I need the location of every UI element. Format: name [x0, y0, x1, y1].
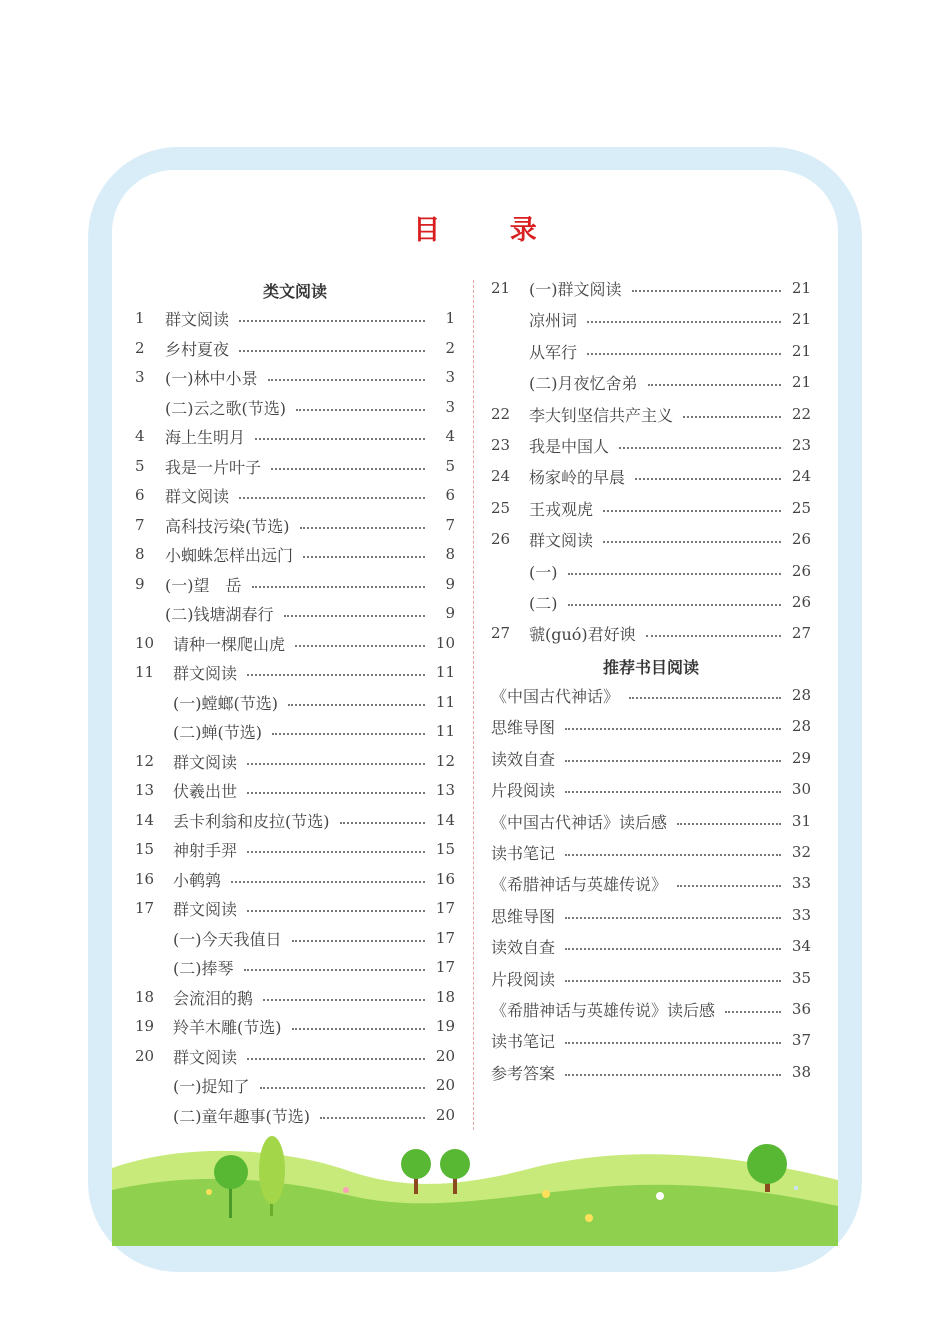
toc-entry[interactable]	[135, 867, 455, 891]
entry-title: 丢卡利翁和皮拉(节选)	[173, 811, 330, 831]
entry-page: 28	[791, 717, 811, 735]
dot-leader	[565, 1042, 781, 1044]
entry-page: 10	[435, 634, 455, 652]
entry-page: 22	[791, 405, 811, 423]
toc-entry[interactable]	[135, 719, 455, 743]
entry-title: (二)钱塘湖春行	[165, 604, 274, 624]
dot-leader	[320, 1117, 425, 1119]
dot-leader	[239, 497, 425, 499]
toc-entry[interactable]	[135, 690, 455, 714]
entry-title: 读书笔记	[491, 843, 556, 863]
entry-number: 27	[491, 624, 511, 642]
entry-page: 21	[791, 310, 811, 328]
toc-entry[interactable]	[135, 601, 455, 625]
toc-entry[interactable]	[135, 837, 455, 861]
entry-number: 14	[135, 811, 155, 829]
toc-entry[interactable]	[491, 871, 811, 895]
entry-title: 高科技污染(节选)	[165, 516, 290, 536]
dot-leader	[619, 447, 781, 449]
entry-page: 13	[435, 781, 455, 799]
dot-leader	[292, 940, 426, 942]
entry-title: 群文阅读	[165, 486, 230, 506]
entry-page: 21	[791, 279, 811, 297]
entry-title: 读效自查	[491, 749, 556, 769]
dot-leader	[565, 948, 781, 950]
toc-entry[interactable]	[135, 483, 455, 507]
entry-page: 12	[435, 752, 455, 770]
entry-page: 9	[445, 604, 455, 622]
entry-page: 32	[791, 843, 811, 861]
entry-number: 16	[135, 870, 155, 888]
entry-title: 读书笔记	[491, 1031, 556, 1051]
entry-page: 33	[791, 906, 811, 924]
entry-page: 8	[445, 545, 455, 563]
entry-page: 31	[791, 812, 811, 830]
entry-page: 1	[445, 309, 455, 327]
dot-leader	[247, 910, 425, 912]
entry-page: 19	[435, 1017, 455, 1035]
dot-leader	[683, 416, 781, 418]
entry-title: (二)月夜忆舍弟	[529, 373, 638, 393]
entry-number: 10	[135, 634, 155, 652]
dot-leader	[292, 1028, 426, 1030]
toc-entry[interactable]	[135, 631, 455, 655]
entry-number: 26	[491, 530, 511, 548]
entry-number: 19	[135, 1017, 155, 1035]
dot-leader	[632, 290, 782, 292]
entry-page: 20	[435, 1076, 455, 1094]
dot-leader	[231, 881, 425, 883]
entry-title: 王戎观虎	[529, 499, 594, 519]
toc-entry[interactable]	[491, 997, 811, 1021]
dot-leader	[677, 885, 781, 887]
toc-entry[interactable]	[491, 714, 811, 738]
entry-title: (二)蝉(节选)	[173, 722, 262, 742]
toc-entry[interactable]	[135, 749, 455, 773]
entry-title: 群文阅读	[165, 309, 230, 329]
entry-title: (一)螳螂(节选)	[173, 693, 278, 713]
entry-page: 20	[435, 1047, 455, 1065]
entry-title: 群文阅读	[529, 530, 594, 550]
dot-leader	[677, 823, 781, 825]
entry-page: 33	[791, 874, 811, 892]
entry-page: 30	[791, 780, 811, 798]
entry-number: 1	[135, 309, 145, 327]
flower-icon	[585, 1214, 593, 1222]
entry-page: 18	[435, 988, 455, 1006]
entry-title: 乡村夏夜	[165, 339, 230, 359]
entry-title: 《希腊神话与英雄传说》读后感	[491, 1000, 716, 1020]
toc-entry[interactable]	[491, 559, 811, 583]
dot-leader	[260, 1087, 426, 1089]
entry-page: 23	[791, 436, 811, 454]
dot-leader	[247, 763, 425, 765]
dot-leader	[244, 969, 426, 971]
dot-leader	[603, 541, 781, 543]
entry-page: 5	[445, 457, 455, 475]
entry-page: 9	[445, 575, 455, 593]
flower-icon	[794, 1186, 798, 1190]
flower-icon	[656, 1192, 664, 1200]
toc-entry[interactable]	[135, 395, 455, 419]
toc-entry[interactable]	[491, 370, 811, 394]
entry-title: (一)望 岳	[165, 575, 242, 595]
entry-title: 《中国古代神话》	[491, 686, 620, 706]
entry-page: 11	[435, 663, 455, 681]
entry-page: 26	[791, 593, 811, 611]
entry-page: 7	[445, 516, 455, 534]
toc-entry[interactable]	[491, 1028, 811, 1052]
entry-page: 34	[791, 937, 811, 955]
dot-leader	[247, 792, 425, 794]
toc-entry[interactable]	[135, 778, 455, 802]
entry-title: 羚羊木雕(节选)	[173, 1017, 282, 1037]
entry-title: 《希腊神话与英雄传说》	[491, 874, 668, 894]
entry-number: 4	[135, 427, 145, 445]
entry-title: 读效自查	[491, 937, 556, 957]
landscape-illustration	[112, 1120, 838, 1246]
entry-number: 25	[491, 499, 511, 517]
entry-number: 13	[135, 781, 155, 799]
entry-page: 38	[791, 1063, 811, 1081]
dot-leader	[725, 1011, 781, 1013]
dot-leader	[288, 704, 425, 706]
entry-number: 2	[135, 339, 145, 357]
dot-leader	[303, 556, 425, 558]
dot-leader	[247, 674, 425, 676]
toc-entry[interactable]	[135, 896, 455, 920]
dot-leader	[247, 851, 425, 853]
entry-title: 神射手羿	[173, 840, 238, 860]
dot-leader	[648, 384, 782, 386]
page-title: 目 录	[413, 215, 567, 246]
dot-leader	[239, 320, 425, 322]
column-divider	[473, 280, 474, 1130]
dot-leader	[629, 697, 781, 699]
section-title-left: 类文阅读	[262, 282, 327, 301]
entry-page: 24	[791, 467, 811, 485]
entry-title: 凉州词	[529, 310, 578, 330]
entry-title: 会流泪的鹅	[173, 988, 254, 1008]
entry-title: 思维导图	[491, 717, 556, 737]
entry-page: 11	[435, 722, 455, 740]
dot-leader	[587, 321, 781, 323]
entry-title: 杨家岭的早晨	[529, 467, 626, 487]
entry-page: 21	[791, 373, 811, 391]
entry-number: 11	[135, 663, 155, 681]
entry-title: 我是一片叶子	[165, 457, 262, 477]
entry-title: (一)今天我值日	[173, 929, 282, 949]
dot-leader	[272, 733, 425, 735]
entry-number: 24	[491, 467, 511, 485]
toc-entry[interactable]	[135, 1014, 455, 1038]
toc-entry[interactable]	[491, 840, 811, 864]
toc-entry[interactable]	[491, 590, 811, 614]
entry-number: 3	[135, 368, 145, 386]
dot-leader	[268, 379, 426, 381]
toc-entry[interactable]	[135, 926, 455, 950]
dot-leader	[300, 527, 426, 529]
toc-entry[interactable]	[491, 527, 811, 551]
entry-title: (一)	[529, 562, 558, 582]
entry-page: 26	[791, 562, 811, 580]
entry-title: 请种一棵爬山虎	[173, 634, 286, 654]
entry-page: 26	[791, 530, 811, 548]
entry-page: 16	[435, 870, 455, 888]
entry-number: 7	[135, 516, 145, 534]
entry-title: 从军行	[529, 342, 578, 362]
entry-title: (一)捉知了	[173, 1076, 250, 1096]
dot-leader	[565, 917, 781, 919]
entry-title: 群文阅读	[173, 899, 238, 919]
entry-title: 《中国古代神话》读后感	[491, 812, 668, 832]
toc-entry[interactable]	[135, 808, 455, 832]
toc-entry[interactable]	[491, 777, 811, 801]
entry-title: 参考答案	[491, 1063, 556, 1083]
entry-title: 小蜘蛛怎样出远门	[165, 545, 294, 565]
entry-title: (二)捧琴	[173, 958, 234, 978]
dot-leader	[252, 586, 426, 588]
entry-number: 12	[135, 752, 155, 770]
toc-entry[interactable]	[135, 955, 455, 979]
dot-leader	[565, 854, 781, 856]
flower-icon	[206, 1189, 212, 1195]
dot-leader	[565, 791, 781, 793]
toc-entry[interactable]	[491, 934, 811, 958]
entry-title: 伏羲出世	[173, 781, 238, 801]
dot-leader	[646, 635, 781, 637]
entry-number: 23	[491, 436, 511, 454]
toc-entry[interactable]	[135, 542, 455, 566]
entry-number: 9	[135, 575, 145, 593]
entry-page: 25	[791, 499, 811, 517]
entry-title: 思维导图	[491, 906, 556, 926]
entry-number: 15	[135, 840, 155, 858]
toc-entry[interactable]	[491, 746, 811, 770]
toc-entry[interactable]	[135, 660, 455, 684]
dot-leader	[568, 573, 782, 575]
entry-page: 15	[435, 840, 455, 858]
entry-page: 3	[445, 368, 455, 386]
dot-leader	[284, 615, 426, 617]
entry-title: 片段阅读	[491, 780, 556, 800]
toc-entry[interactable]	[135, 513, 455, 537]
entry-title: 我是中国人	[529, 436, 610, 456]
toc-entry[interactable]	[135, 454, 455, 478]
entry-number: 5	[135, 457, 145, 475]
dot-leader	[296, 409, 425, 411]
entry-title: (二)	[529, 593, 558, 613]
entry-title: 群文阅读	[173, 663, 238, 683]
toc-entry[interactable]	[135, 365, 455, 389]
flower-icon	[343, 1187, 349, 1193]
section-title-books: 推荐书目阅读	[602, 658, 699, 677]
dot-leader	[271, 468, 425, 470]
dot-leader	[247, 1058, 425, 1060]
entry-page: 20	[435, 1106, 455, 1124]
entry-number: 22	[491, 405, 511, 423]
entry-number: 8	[135, 545, 145, 563]
entry-title: 小鹌鹑	[173, 870, 222, 890]
entry-page: 14	[435, 811, 455, 829]
toc-entry[interactable]	[491, 903, 811, 927]
flower-icon	[542, 1190, 550, 1198]
entry-title: 片段阅读	[491, 969, 556, 989]
entry-page: 6	[445, 486, 455, 504]
toc-entry[interactable]	[135, 306, 455, 330]
dot-leader	[603, 510, 781, 512]
entry-page: 2	[445, 339, 455, 357]
dot-leader	[565, 760, 781, 762]
toc-entry[interactable]	[491, 433, 811, 457]
entry-title: (二)云之歌(节选)	[165, 398, 286, 418]
toc-entry[interactable]	[135, 1073, 455, 1097]
entry-page: 4	[445, 427, 455, 445]
toc-entry[interactable]	[135, 1044, 455, 1068]
entry-page: 17	[435, 899, 455, 917]
toc-entry[interactable]	[135, 985, 455, 1009]
entry-page: 29	[791, 749, 811, 767]
toc-entry[interactable]	[491, 402, 811, 426]
entry-page: 3	[445, 398, 455, 416]
entry-number: 17	[135, 899, 155, 917]
toc-entry[interactable]	[491, 339, 811, 363]
toc-entry[interactable]	[135, 336, 455, 360]
entry-page: 35	[791, 969, 811, 987]
entry-title: 李大钊坚信共产主义	[529, 405, 674, 425]
entry-number: 20	[135, 1047, 155, 1065]
dot-leader	[587, 353, 781, 355]
entry-page: 27	[791, 624, 811, 642]
entry-page: 17	[435, 929, 455, 947]
toc-entry[interactable]	[491, 276, 811, 300]
entry-title: (一)林中小景	[165, 368, 258, 388]
dot-leader	[239, 350, 425, 352]
toc-entry[interactable]	[491, 809, 811, 833]
entry-title: (一)群文阅读	[529, 279, 622, 299]
toc-entry[interactable]	[135, 572, 455, 596]
entry-title: (二)童年趣事(节选)	[173, 1106, 310, 1126]
toc-entry[interactable]	[491, 464, 811, 488]
toc-entry[interactable]	[491, 496, 811, 520]
dot-leader	[635, 478, 781, 480]
dot-leader	[255, 438, 425, 440]
toc-entry[interactable]	[491, 1060, 811, 1084]
toc-entry[interactable]	[491, 621, 811, 645]
dot-leader	[565, 980, 781, 982]
dot-leader	[295, 645, 425, 647]
entry-number: 18	[135, 988, 155, 1006]
entry-title: 群文阅读	[173, 752, 238, 772]
toc-entry[interactable]	[491, 966, 811, 990]
entry-page: 21	[791, 342, 811, 360]
entry-page: 37	[791, 1031, 811, 1049]
entry-page: 28	[791, 686, 811, 704]
toc-entry[interactable]	[135, 424, 455, 448]
entry-page: 36	[791, 1000, 811, 1018]
toc-entry[interactable]	[491, 307, 811, 331]
entry-number: 21	[491, 279, 511, 297]
entry-title: 海上生明月	[165, 427, 246, 447]
entry-number: 6	[135, 486, 145, 504]
dot-leader	[263, 999, 425, 1001]
entry-title: 群文阅读	[173, 1047, 238, 1067]
dot-leader	[565, 1074, 781, 1076]
entry-title: 虢(guó)君好谀	[529, 624, 636, 644]
dot-leader	[340, 822, 426, 824]
dot-leader	[565, 728, 781, 730]
toc-entry[interactable]	[491, 683, 811, 707]
dot-leader	[568, 604, 782, 606]
entry-page: 11	[435, 693, 455, 711]
entry-page: 17	[435, 958, 455, 976]
